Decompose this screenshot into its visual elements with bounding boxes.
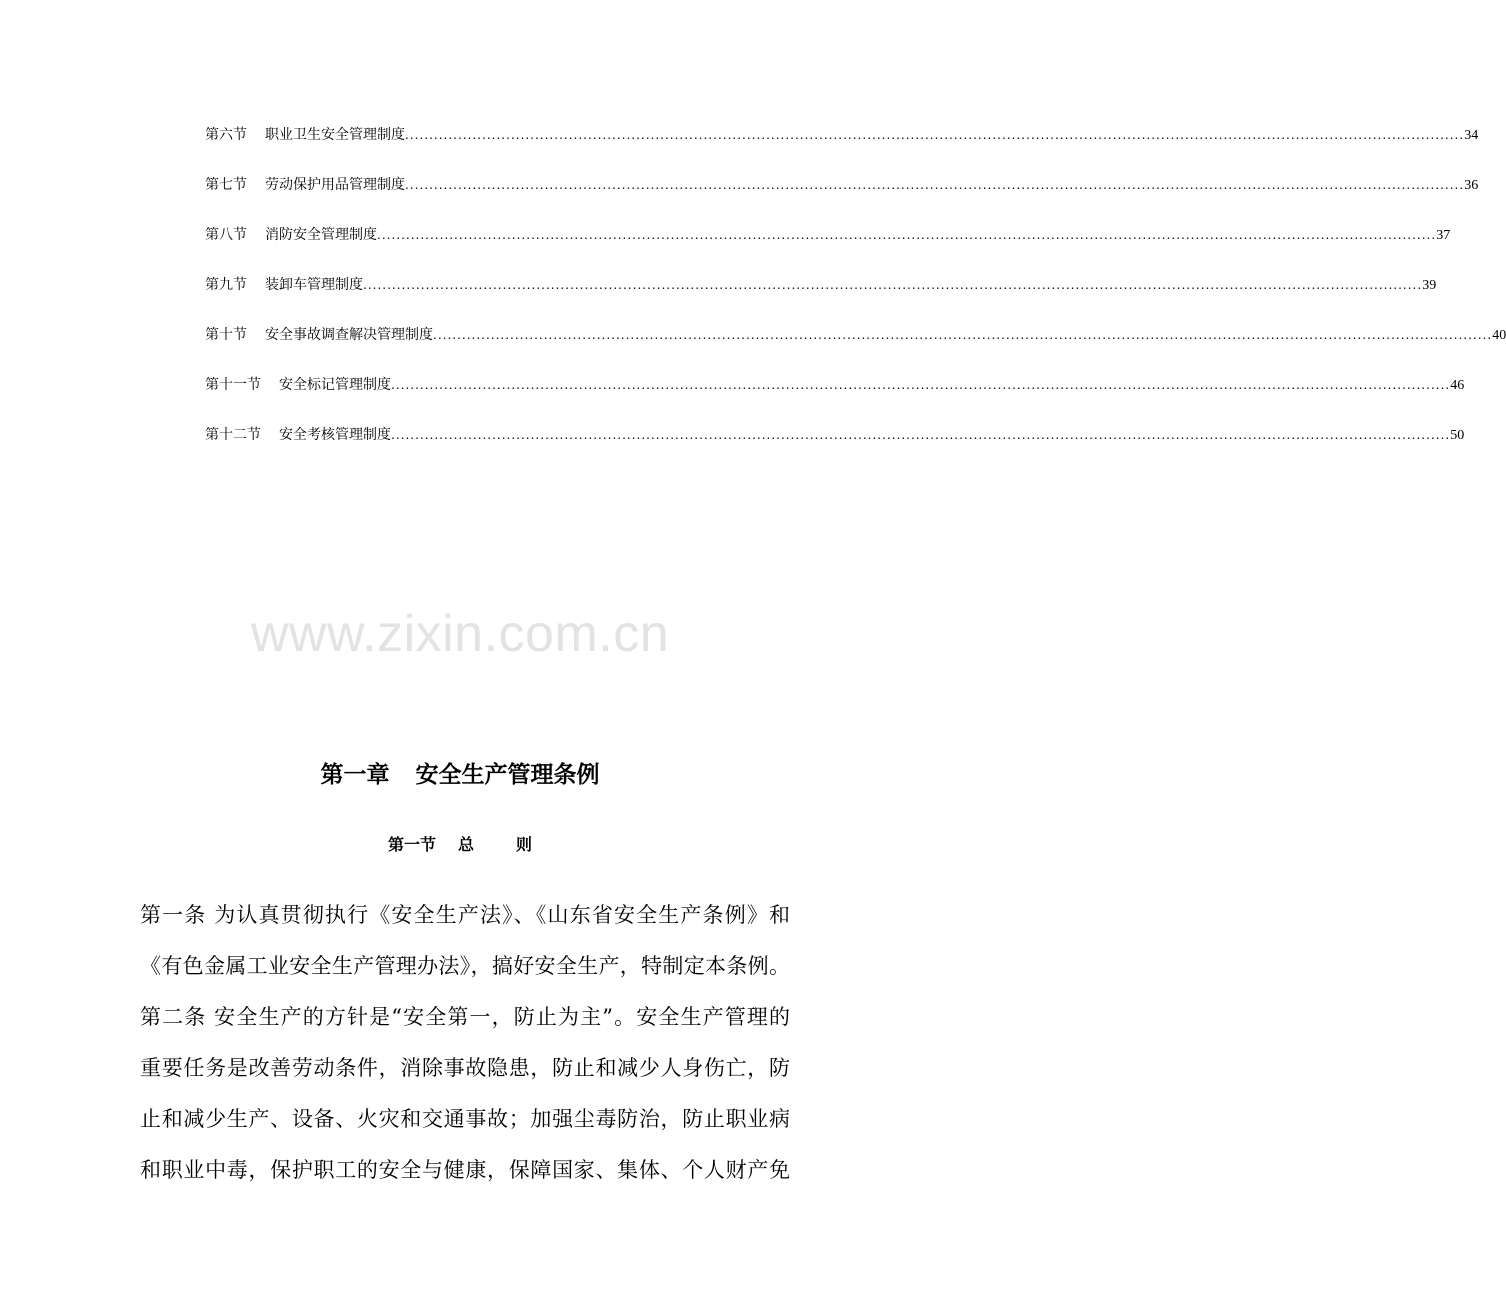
toc-page-number: 39 bbox=[1422, 278, 1437, 293]
toc-section-number: 第十节 bbox=[205, 327, 247, 343]
body-text-line: 止和减少生产、设备、火灾和交通事故；加强尘毒防治，防止职业病 bbox=[140, 1107, 790, 1131]
toc-entry[interactable] bbox=[205, 222, 1451, 272]
toc-entry-label bbox=[205, 122, 405, 148]
body-text-line: 第一条 为认真贯彻执行《安全生产法》、《山东省安全生产条例》和 bbox=[140, 903, 790, 927]
section-title-part-2: 则 bbox=[516, 835, 533, 854]
watermark: www.zixin.com.cn bbox=[250, 605, 670, 663]
chapter-title: 安全生产管理条例 bbox=[415, 762, 600, 788]
toc-entry-label bbox=[205, 172, 405, 198]
toc-entry[interactable] bbox=[205, 422, 1465, 472]
toc-entry-label bbox=[205, 422, 391, 448]
section-heading bbox=[0, 832, 920, 855]
toc-leader-dots: ............................................................................................................................................................................................................................ bbox=[433, 328, 1493, 342]
toc-section-number: 第七节 bbox=[205, 177, 247, 193]
section-title-part-1: 总 bbox=[457, 835, 474, 854]
toc-section-title: 职业卫生安全管理制度 bbox=[265, 127, 405, 143]
toc-section-title: 安全标记管理制度 bbox=[279, 377, 391, 393]
toc-leader-dots: ............................................................................................................................................................................................................................ bbox=[363, 278, 1423, 292]
section-number: 第一节 bbox=[387, 835, 436, 854]
toc-section-number: 第十一节 bbox=[205, 377, 261, 393]
chapter-number: 第一章 bbox=[320, 762, 390, 788]
toc-leader-dots: ............................................................................................................................................................................................................................ bbox=[391, 428, 1451, 442]
toc-page-number: 36 bbox=[1464, 178, 1479, 193]
toc-leader-dots: ............................................................................................................................................................................................................................ bbox=[405, 128, 1465, 142]
toc-leader-dots: ............................................................................................................................................................................................................................ bbox=[377, 228, 1437, 242]
toc-page-number: 50 bbox=[1450, 428, 1465, 443]
toc-page-number: 37 bbox=[1436, 228, 1451, 243]
table-of-contents bbox=[205, 122, 1506, 472]
toc-entry[interactable] bbox=[205, 322, 1506, 372]
toc-entry[interactable] bbox=[205, 372, 1465, 422]
toc-section-title: 装卸车管理制度 bbox=[265, 277, 363, 293]
toc-leader-dots: ............................................................................................................................................................................................................................ bbox=[391, 378, 1451, 392]
toc-section-number: 第六节 bbox=[205, 127, 247, 143]
toc-entry-label bbox=[205, 322, 433, 348]
body-text-line: 第二条 安全生产的方针是“安全第一，防止为主”。安全生产管理的 bbox=[140, 1005, 790, 1029]
toc-section-title: 消防安全管理制度 bbox=[265, 227, 377, 243]
toc-entry[interactable] bbox=[205, 172, 1479, 222]
toc-entry-label bbox=[205, 272, 363, 298]
toc-entry[interactable] bbox=[205, 272, 1437, 322]
toc-entry[interactable] bbox=[205, 122, 1479, 172]
body-text-line: 重要任务是改善劳动条件，消除事故隐患，防止和减少人身伤亡，防 bbox=[140, 1056, 790, 1080]
toc-entry-label bbox=[205, 222, 377, 248]
body-text-line: 《有色金属工业安全生产管理办法》，搞好安全生产，特制定本条例。 bbox=[140, 954, 790, 978]
toc-leader-dots: ............................................................................................................................................................................................................................ bbox=[405, 178, 1465, 192]
toc-section-title: 安全事故调查解决管理制度 bbox=[265, 327, 433, 343]
body-text bbox=[140, 890, 790, 1196]
toc-page-number: 34 bbox=[1464, 128, 1479, 143]
toc-section-number: 第九节 bbox=[205, 277, 247, 293]
toc-section-number: 第八节 bbox=[205, 227, 247, 243]
toc-page-number: 46 bbox=[1450, 378, 1465, 393]
toc-entry-label bbox=[205, 372, 391, 398]
body-text-line: 和职业中毒，保护职工的安全与健康，保障国家、集体、个人财产免 bbox=[140, 1158, 790, 1182]
toc-section-title: 劳动保护用品管理制度 bbox=[265, 177, 405, 193]
chapter-heading bbox=[0, 756, 920, 789]
toc-section-title: 安全考核管理制度 bbox=[279, 427, 391, 443]
toc-section-number: 第十二节 bbox=[205, 427, 261, 443]
toc-page-number: 40 bbox=[1492, 328, 1506, 343]
